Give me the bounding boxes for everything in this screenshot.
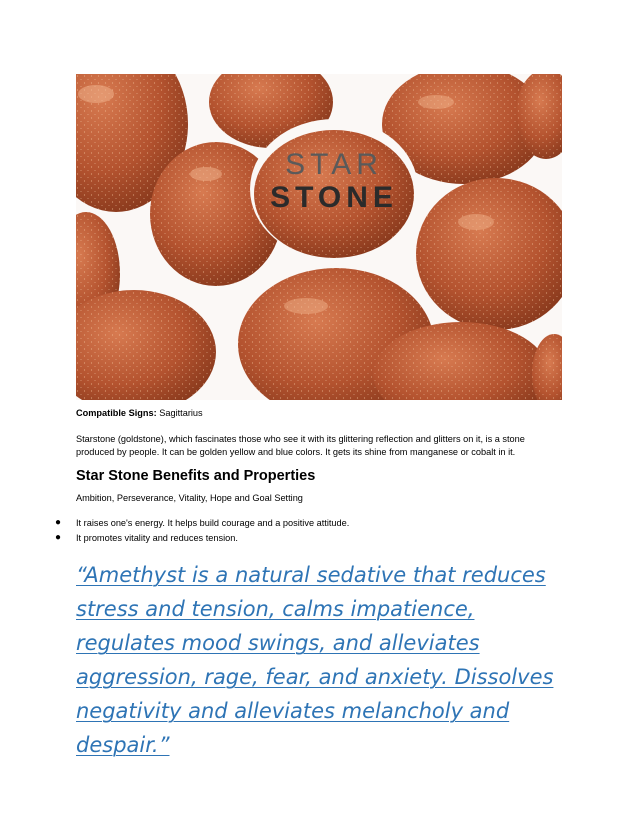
attributes-text: Ambition, Perseverance, Vitality, Hope and Goal Setting <box>76 493 303 503</box>
hero-title-line1: STAR <box>285 148 383 181</box>
list-item <box>0 532 638 547</box>
stone-description: Starstone (goldstone), which fascinates those who see it with its glittering reflection and glitters on it, is a stone produced by people. It can be golden yellow and blue colors. It gets its shine from manganese or cobalt in it. <box>76 434 525 457</box>
compatible-signs-value: Sagittarius <box>159 408 203 418</box>
list-item-text: It raises one's energy. It helps build courage and a positive attitude. <box>76 518 350 528</box>
compatible-signs <box>76 407 203 419</box>
list-item-text: It promotes vitality and reduces tension. <box>76 533 238 543</box>
compatible-signs-label: Compatible Signs: <box>76 408 157 418</box>
benefits-list <box>0 517 638 547</box>
bullet-icon: ● <box>55 517 62 528</box>
star-stone-image <box>76 74 562 400</box>
quote-link[interactable] <box>76 558 576 762</box>
quote-text[interactable]: “Amethyst is a natural sedative that reduces stress and tension, calms impatience, regulates mood swings, and alleviates aggression, rage, fear, and anxiety. Dissolves negativity and alleviates melancholy and despair.” <box>76 563 554 757</box>
bullet-icon: ● <box>55 532 62 543</box>
list-item <box>0 517 638 532</box>
hero-title-line2: STONE <box>270 181 398 214</box>
section-heading: Star Stone Benefits and Properties <box>76 468 316 484</box>
